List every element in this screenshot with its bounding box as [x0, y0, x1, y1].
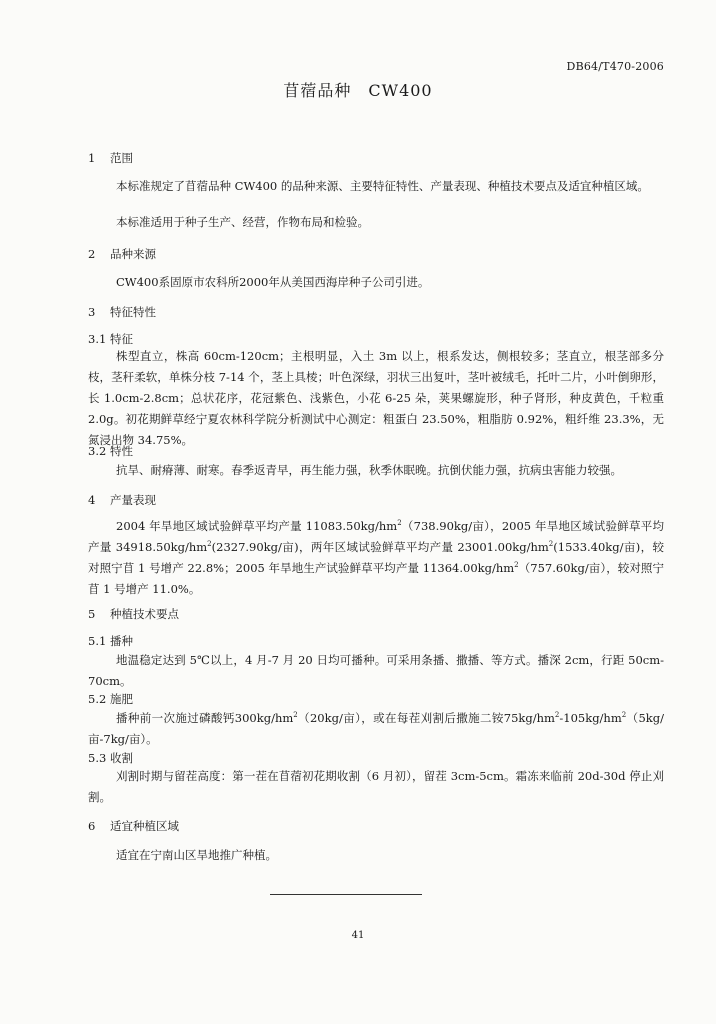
subsection-number: 5.1: [88, 634, 107, 648]
text-run: （757.60kg/亩），较对照宁苜 1 号增产 11.0%。: [88, 561, 664, 596]
section-number: 4: [88, 493, 96, 507]
section-heading-yield: [88, 492, 156, 508]
text-run: 2004 年旱地区域试验鲜草平均产量 11083.50kg/hm: [116, 519, 398, 533]
subsection-number: 3.1: [88, 332, 107, 346]
page-title: 苜蓿品种 CW400: [283, 81, 433, 100]
footer-rule: [270, 894, 422, 895]
paragraph: 本标准适用于种子生产、经营，作物布局和检验。: [116, 215, 369, 229]
text-run: (2327.90kg/亩)，两年区域试验鲜草平均产量 23001.00kg/hm: [211, 540, 549, 554]
text-run: -105kg/hm: [559, 711, 622, 725]
section-title: 种植技术要点: [110, 607, 179, 621]
subsection-title: 特性: [109, 444, 133, 458]
section-number: 1: [88, 151, 96, 165]
paragraph: 抗旱、耐瘠薄、耐寒。春季返青早，再生能力强，秋季休眠晚。抗倒伏能力强，抗病虫害能力较强。: [116, 463, 622, 477]
section-number: 5: [88, 607, 96, 621]
section-heading-characteristics: [88, 304, 156, 320]
subsection-heading-fertilizing: [88, 691, 133, 707]
page-number: 41: [351, 930, 365, 941]
section-title: 范围: [110, 151, 133, 165]
subsection-title: 收割: [109, 751, 133, 765]
subsection-number: 5.3: [88, 751, 107, 765]
subsection-heading-sowing: [88, 633, 133, 649]
section-title: 品种来源: [110, 247, 156, 261]
subsection-heading-harvest: [88, 750, 133, 766]
paragraph: 适宜在宁南山区旱地推广种植。: [116, 848, 277, 862]
section-number: 6: [88, 819, 96, 833]
subsection-heading-features: [88, 331, 133, 347]
section-heading-source: [88, 246, 156, 262]
section-title: 特征特性: [110, 305, 156, 319]
superscript: 2: [554, 711, 560, 720]
paragraph: [88, 516, 664, 600]
section-heading-techniques: [88, 606, 179, 622]
paragraph: 刈割时期与留茬高度：第一茬在苜蓿初花期收割（6 月初），留茬 3cm-5cm。霜冻来临前 20d-30d 停止刈割。: [88, 769, 664, 804]
paragraph: 株型直立，株高 60cm-120cm；主根明显，入土 3m 以上，根系发达，侧根较多；茎直立，根茎部多分枝，茎秆柔软，单株分枝 7-14 个，茎上具棱；叶色深绿，羽状三出复叶，茎叶被绒毛，托叶二片，小叶倒卵形，长 1.0cm-2.8cm；总状花序，花冠紫色、浅紫色，小花 6-25 朵，荚果螺旋形，种子肾形，种皮黄色，千粒重 2.0g。初花期鲜草经宁夏农林科学院分析测试中心测定：粗蛋白 23.50%，粗脂肪 0.92%，粗纤维 23.3%，无氮浸出物 34.75%。: [88, 349, 664, 447]
paragraph: CW400系固原市农科所2000年从美国西海岸种子公司引进。: [116, 275, 430, 289]
text-run: （20kg/亩），或在每茬刈割后撒施二铵75kg/hm: [297, 711, 555, 725]
text-run: （738.90kg/亩），2005 年旱地区域试验鲜草平均产量 34918.50kg/hm: [88, 519, 664, 554]
section-heading-region: [88, 818, 179, 834]
superscript: 2: [514, 561, 519, 570]
superscript: 2: [293, 711, 298, 720]
superscript: 2: [397, 519, 402, 528]
section-heading-scope: [88, 150, 133, 166]
subsection-title: 特征: [109, 332, 133, 346]
text-run: (1533.40kg/亩)，较对照宁苜 1 号增产 22.8%；2005 年旱地生产试验鲜草平均产量 11364.00kg/hm: [88, 540, 664, 575]
subsection-title: 施肥: [109, 692, 133, 706]
standard-code: DB64/T470-2006: [566, 60, 664, 73]
paragraph: 本标准规定了苜蓿品种 CW400 的品种来源、主要特征特性、产量表现、种植技术要点及适宜种植区域。: [116, 179, 649, 193]
superscript: 2: [207, 540, 212, 549]
subsection-heading-properties: [88, 443, 133, 459]
superscript: 2: [548, 540, 554, 549]
superscript: 2: [621, 711, 627, 720]
section-title: 适宜种植区域: [110, 819, 179, 833]
section-title: 产量表现: [110, 493, 156, 507]
paragraph: 地温稳定达到 5℃以上，4 月-7 月 20 日均可播种。可采用条播、撒播、等方式。播深 2cm，行距 50cm-70cm。: [88, 653, 664, 688]
subsection-number: 3.2: [88, 444, 107, 458]
subsection-number: 5.2: [88, 692, 107, 706]
section-number: 2: [88, 247, 96, 261]
paragraph: [88, 708, 664, 750]
section-number: 3: [88, 305, 96, 319]
subsection-title: 播种: [109, 634, 133, 648]
text-run: 播种前一次施过磷酸钙300kg/hm: [116, 711, 294, 725]
text-run: （5kg/亩-7kg/亩）。: [88, 711, 664, 746]
